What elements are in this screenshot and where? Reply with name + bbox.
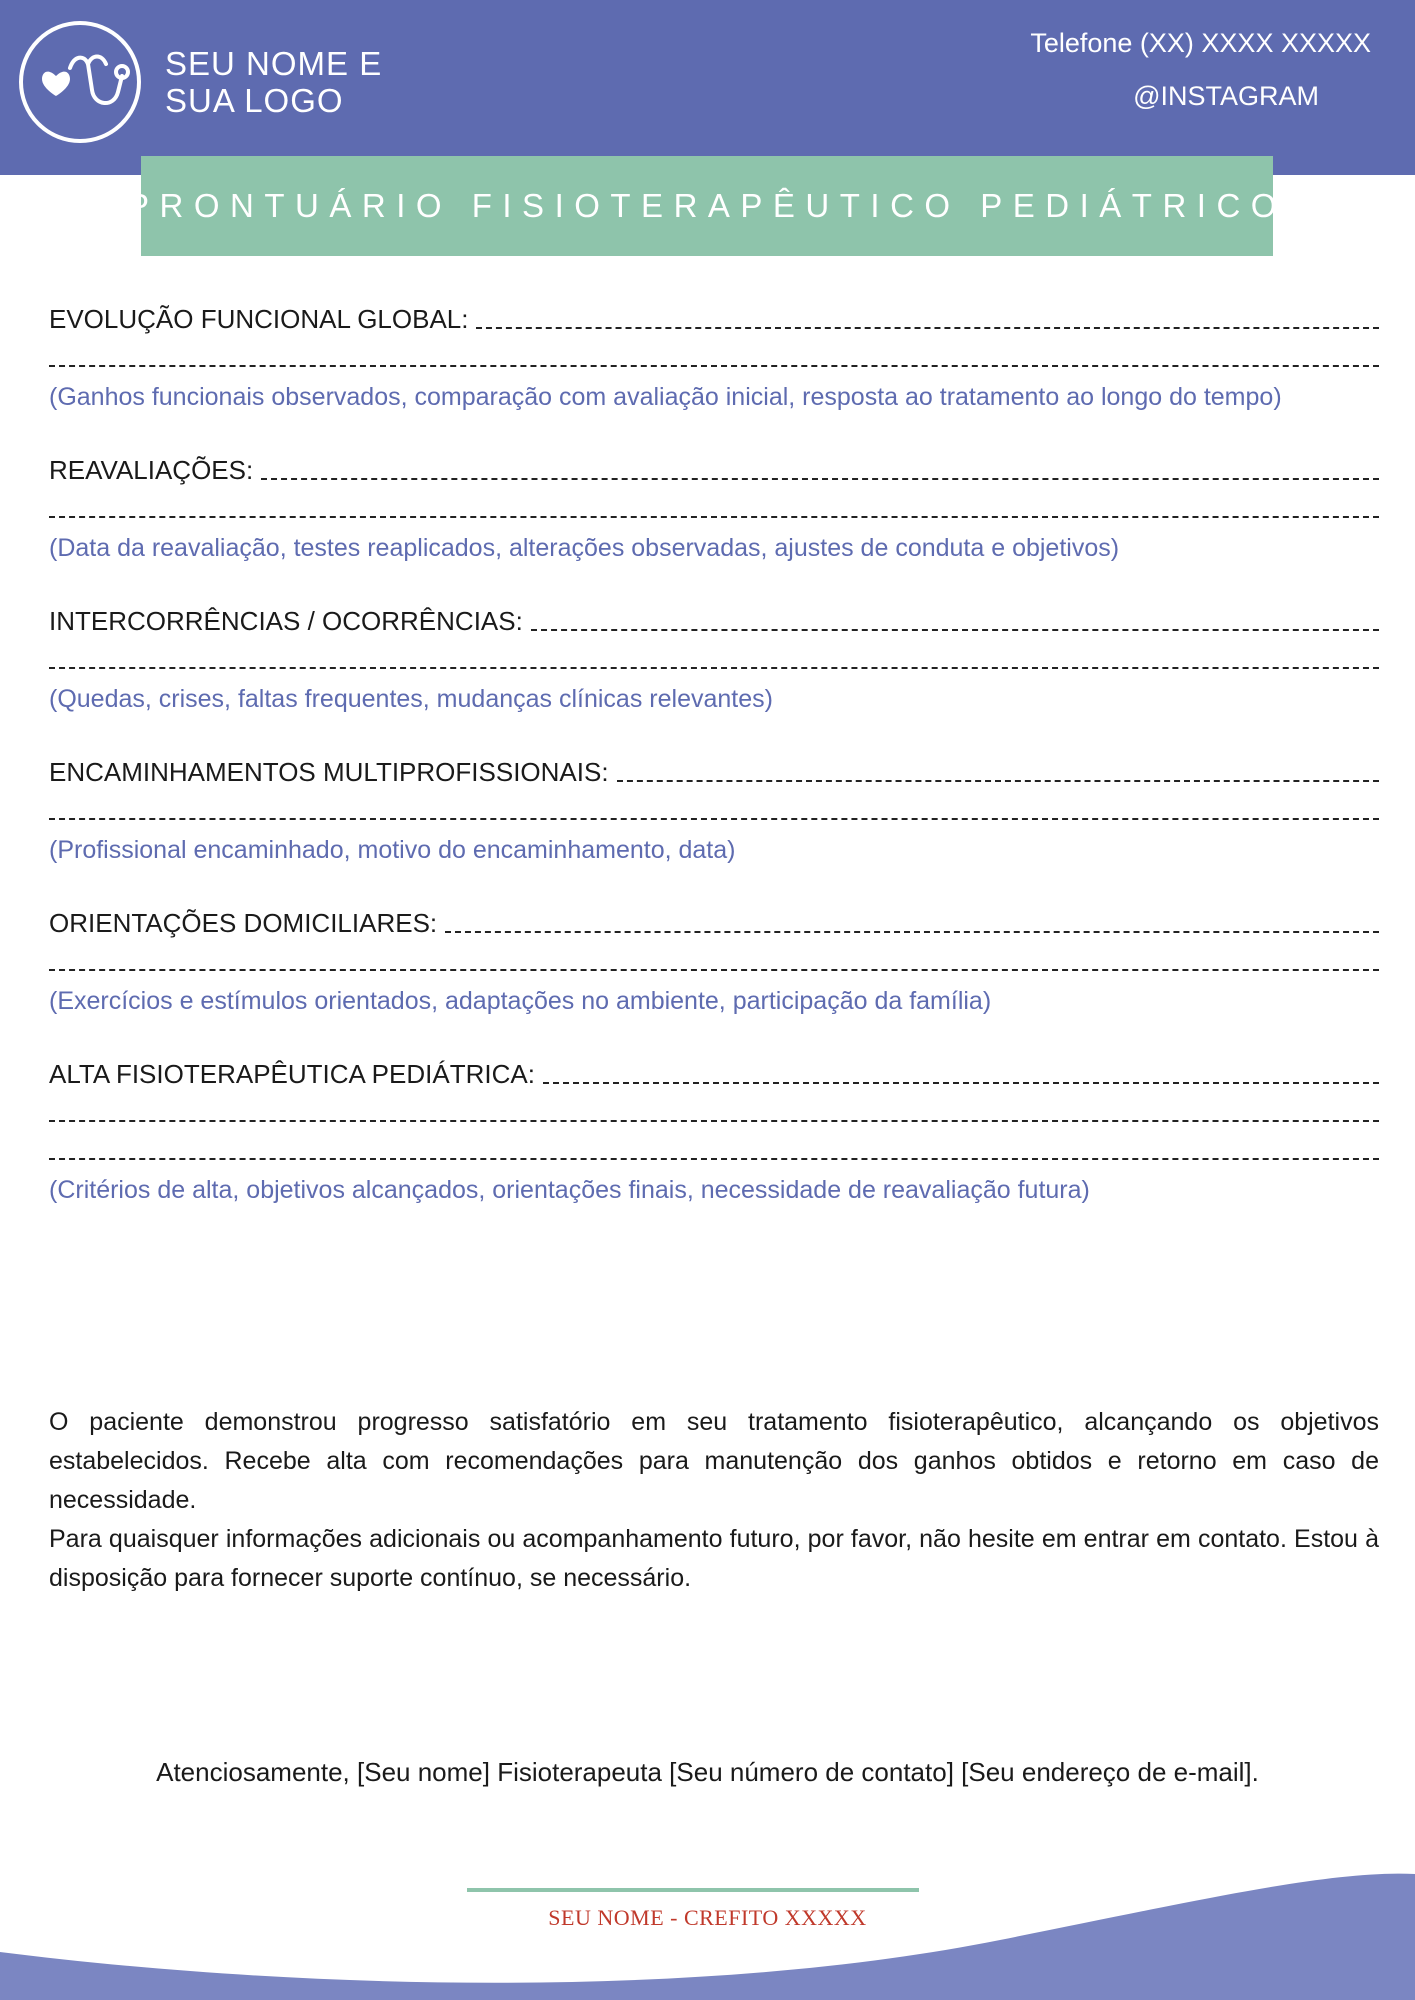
field-line[interactable] <box>49 300 1379 338</box>
field-line[interactable] <box>49 640 1379 678</box>
signature-text: SEU NOME - CREFITO XXXXX <box>548 1905 867 1930</box>
header-banner <box>0 0 1415 175</box>
document-title-band <box>127 156 1287 256</box>
section-intercorrencias <box>49 602 1379 719</box>
field-line[interactable] <box>49 1131 1379 1169</box>
field-line[interactable] <box>49 338 1379 376</box>
field-line[interactable] <box>49 1093 1379 1131</box>
section-hint: (Critérios de alta, objetivos alcançados, orientações finais, necessidade de reavaliação futura) <box>49 1176 1090 1204</box>
section-label: EVOLUÇÃO FUNCIONAL GLOBAL: <box>49 304 469 334</box>
section-orientacoes <box>49 904 1379 1021</box>
signature-line <box>467 1888 919 1892</box>
section-hint: (Exercícios e estímulos orientados, adaptações no ambiente, participação da família) <box>49 987 992 1015</box>
field-line[interactable] <box>49 753 1379 791</box>
field-line[interactable] <box>49 602 1379 640</box>
section-label: INTERCORRÊNCIAS / OCORRÊNCIAS: <box>49 606 523 636</box>
section-hint: (Data da reavaliação, testes reaplicados, alterações observadas, ajustes de conduta e objetivos) <box>49 534 1120 562</box>
section-alta <box>49 1055 1379 1210</box>
paragraph-2: Para quaisquer informações adicionais ou acompanhamento futuro, por favor, não hesite em entrar em contato. Estou à disposição para fornecer suporte contínuo, se necessário. <box>49 1525 1379 1592</box>
paragraph-1: O paciente demonstrou progresso satisfatório em seu tratamento fisioterapêutico, alcançando os objetivos estabelecidos. Recebe alta com recomendações para manutenção dos ganhos obtidos e retorno em caso de necessidade. <box>49 1408 1379 1514</box>
field-line[interactable] <box>49 904 1379 942</box>
discharge-paragraph <box>49 1403 1379 1598</box>
closing-line: Atenciosamente, [Seu nome] Fisioterapeuta [Seu número de contato] [Seu endereço de e-mail]. <box>156 1757 1259 1787</box>
section-hint: (Quedas, crises, faltas frequentes, mudanças clínicas relevantes) <box>49 685 773 713</box>
section-label: ORIENTAÇÕES DOMICILIARES: <box>49 908 438 938</box>
section-hint: (Ganhos funcionais observados, comparação com avaliação inicial, resposta ao tratamento ao longo do tempo) <box>49 383 1282 411</box>
document-title: PRONTUÁRIO FISIOTERAPÊUTICO PEDIÁTRICO <box>127 187 1287 224</box>
logo-line-2: SUA LOGO <box>165 82 344 119</box>
field-line[interactable] <box>49 1055 1379 1093</box>
section-label: ENCAMINHAMENTOS MULTIPROFISSIONAIS: <box>49 757 609 787</box>
field-line[interactable] <box>49 791 1379 829</box>
field-line[interactable] <box>49 451 1379 489</box>
phone-number: Telefone (XX) XXXX XXXXX <box>1030 28 1371 58</box>
section-evolucao <box>49 300 1379 417</box>
section-label: ALTA FISIOTERAPÊUTICA PEDIÁTRICA: <box>49 1059 535 1089</box>
logo-line-1: SEU NOME E <box>165 45 383 82</box>
section-reavaliacoes <box>49 451 1379 568</box>
heart-stethoscope-icon <box>18 20 142 144</box>
form-sections <box>49 300 1379 1244</box>
field-line[interactable] <box>49 942 1379 980</box>
instagram-handle: @INSTAGRAM <box>1133 81 1319 111</box>
section-hint: (Profissional encaminhado, motivo do encaminhamento, data) <box>49 836 736 864</box>
section-label: REAVALIAÇÕES: <box>49 455 254 485</box>
section-encaminhamentos <box>49 753 1379 870</box>
logo-text <box>165 45 382 119</box>
field-line[interactable] <box>49 489 1379 527</box>
